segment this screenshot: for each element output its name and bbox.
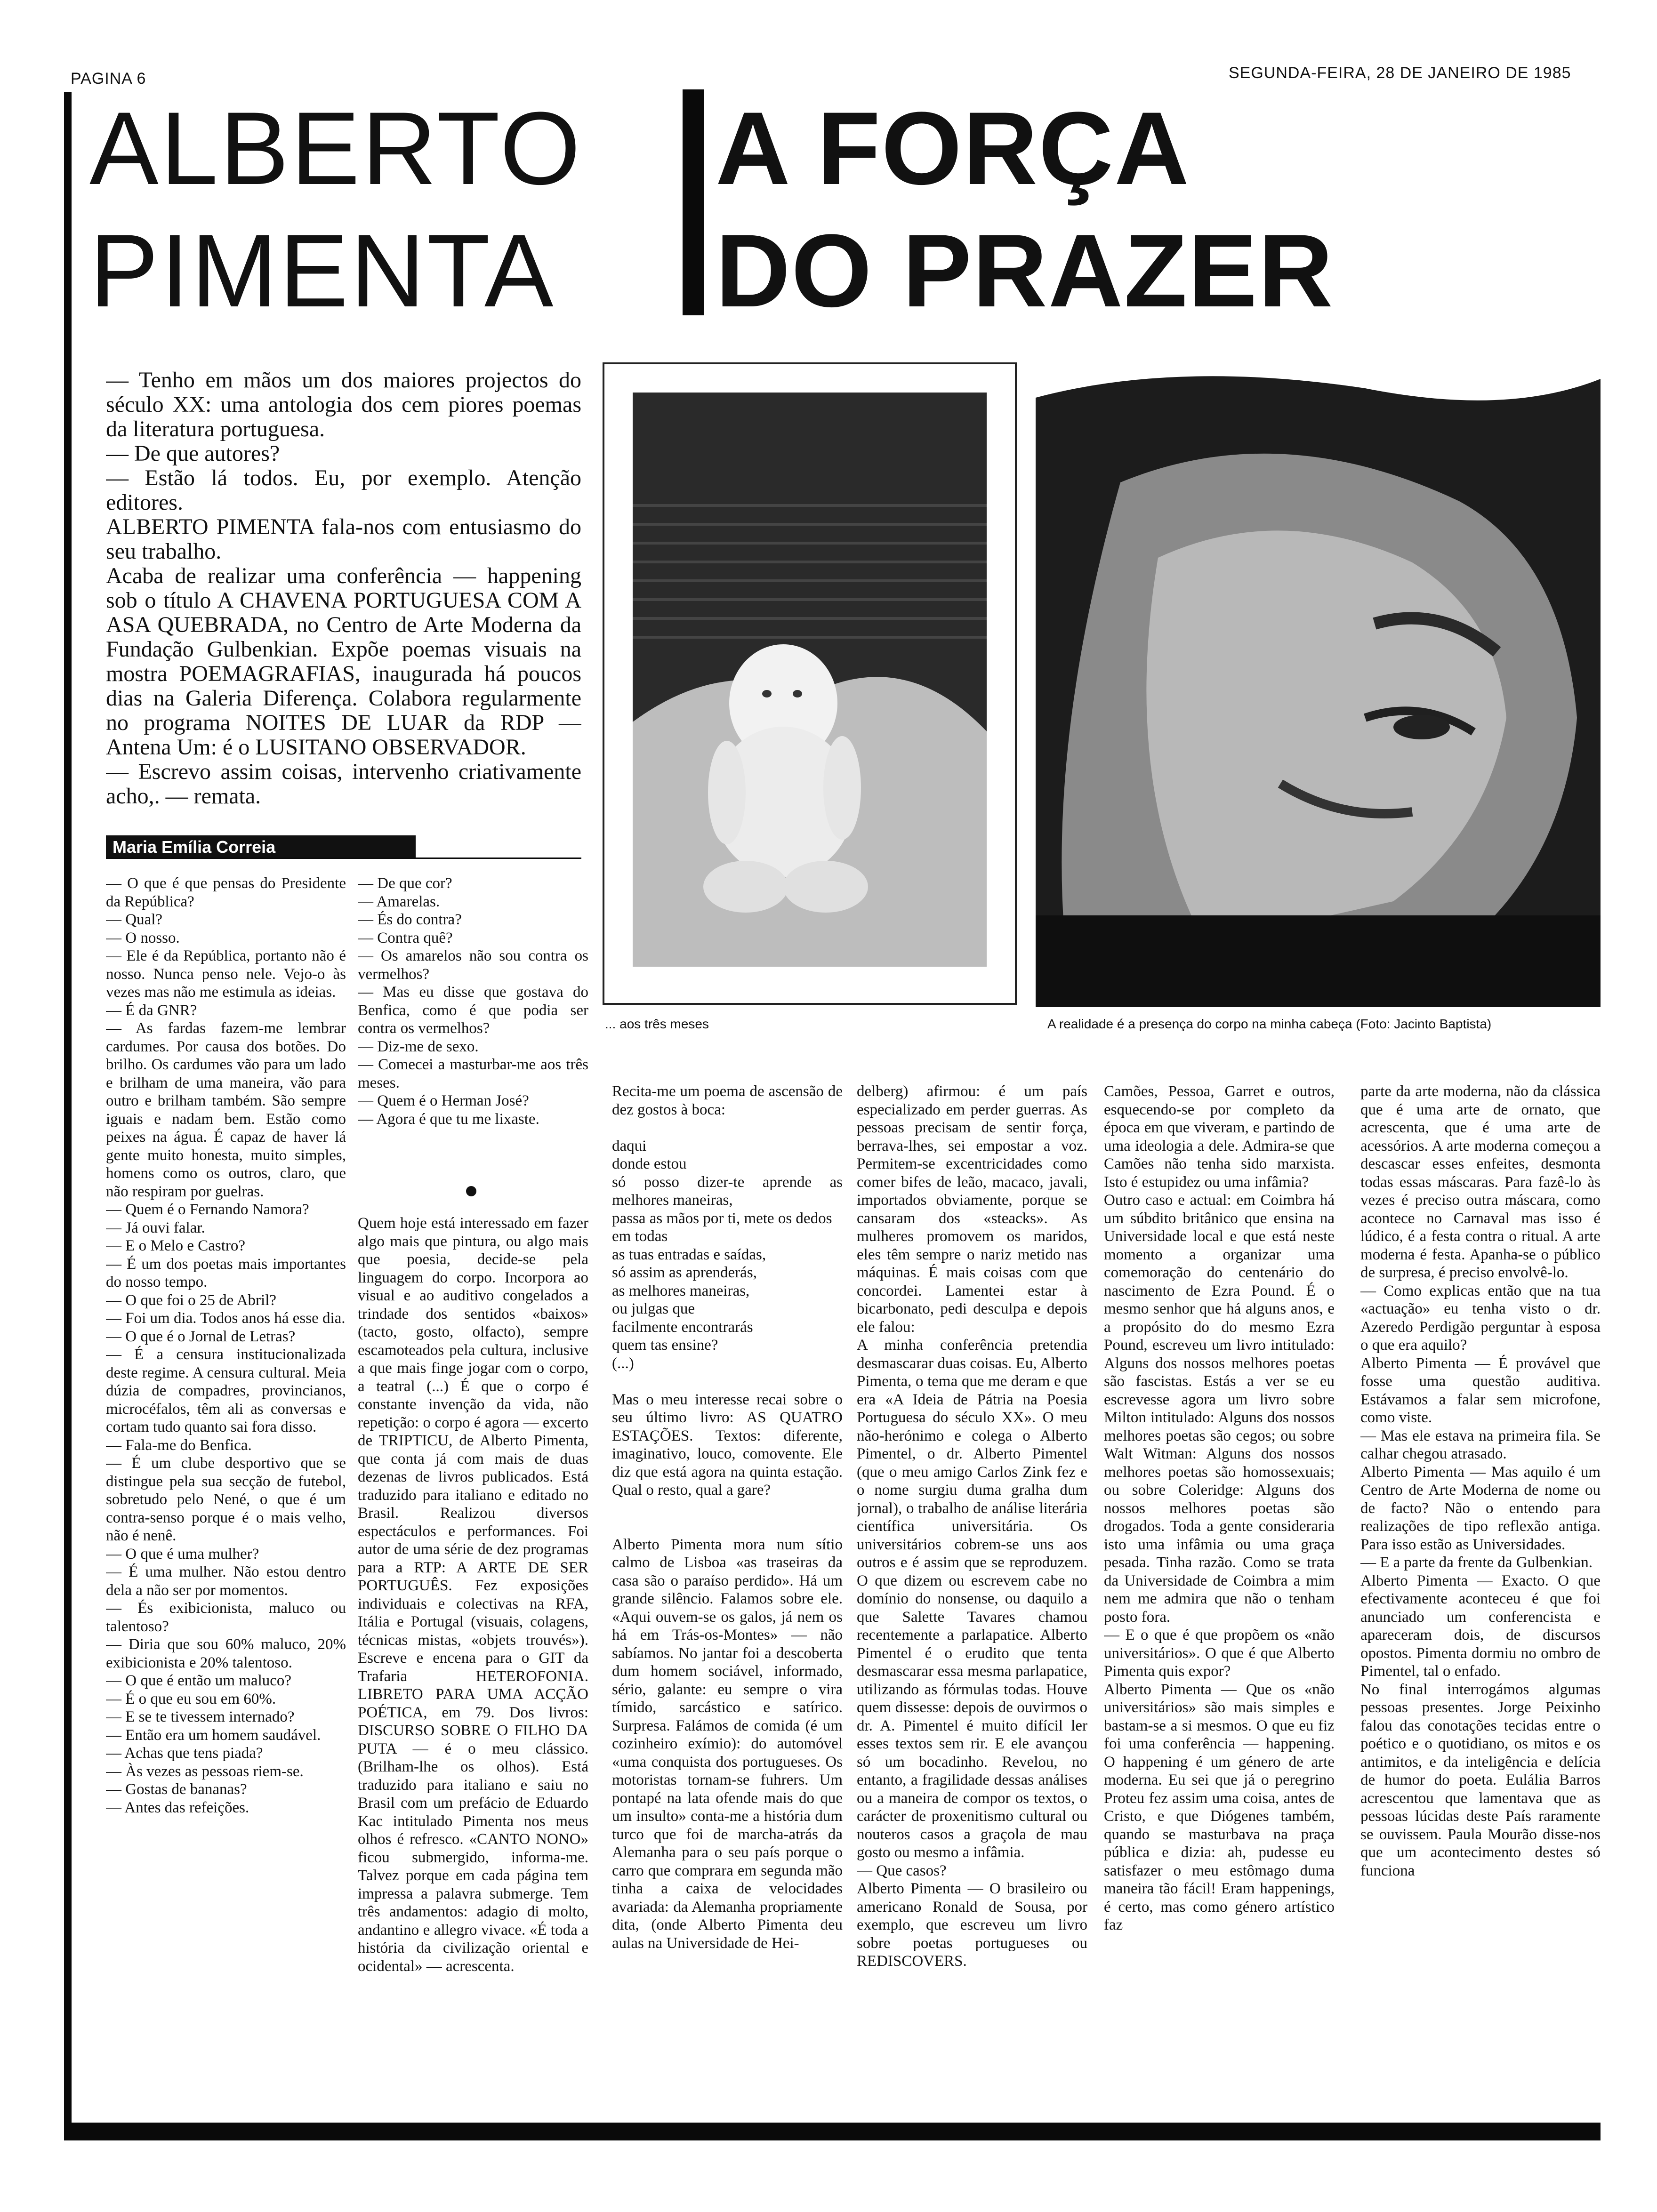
- portrait-photo: [1036, 360, 1601, 1007]
- bottom-rule: [64, 2123, 1601, 2140]
- photo-frame-baby: [603, 362, 1017, 1005]
- section-bullet: [466, 1186, 476, 1196]
- column-1: — O que é que pensas do Presidente da República? — Qual? — O nosso. — Ele é da República, portanto não é nosso. Nunca penso nele. Vejo-o às vezes mas não me estimula as ideias. — É da GNR? — As fardas fazem-me lembrar cardumes. Por causa dos botões. Do brilho. Os cardumes vão para um lado e brilham de uma maneira, vão para outro e brilham também. São sempre iguais e nadam bem. Estão como peixes na água. É capaz de haver lá gente muito honesta, muito simples, homens como os outros, claro, que não respiram por guelras. — Quem é o Fernando Namora? — Já ouvi falar. — E o Melo e Castro? — É um dos poetas mais importantes do nosso tempo. — O que foi o 25 de Abril? — Foi um dia. Todos anos há esse dia. — O que é o Jornal de Letras? — É a censura institucionalizada deste regime. A censura cultural. Meia dúzia de compadres, provincianos, microcéfalos, têm ali as conversas e cortam tudo quanto sai fora disso. — Fala-me do Benfica. — É um clube desportivo que se distingue pela sua secção de futebol, sobretudo pelo Nené, o que é um contra-senso porque é o mais velho, não é nenê. — O que é uma mulher? — É uma mulher. Não estou dentro dela a não ser por momentos. — És exibicionista, maluco ou talentoso? — Diria que sou 60% maluco, 20% exibicionista e 20% talentoso. — O que é então um maluco? — É o que eu sou em 60%. — E se te tivessem internado? — Então era um homem saudável. — Achas que tens piada? — Às vezes as pessoas riem-se. — Gostas de bananas? — Antes das refeições.: [106, 875, 346, 1816]
- column-6: parte da arte moderna, não da clássica que é uma arte de ornato, que acrescenta, que é uma arte de acessórios. A arte moderna começou a descascar esses enfeites, desmonta todas essas máscaras. Para fazê-lo às vezes é preciso outra máscara, como acontece no Carnaval mas isso é lúdico, é a festa contra o ritual. A arte moderna é festa. Apanha-se o público de surpresa, é preciso envolvê-lo. — Como explicas então que na tua «actuação» eu tenha visto o dr. Azeredo Perdigão perguntar à esposa o que era aquilo? Alberto Pimenta — É provável que fosse uma questão auditiva. Estávamos a falar sem microfone, como viste. — Mas ele estava na primeira fila. Se calhar chegou atrasado. Alberto Pimenta — Mas aquilo é um Centro de Arte Moderna de nome ou de facto? Não o entendo para realizações de tipo reflexão antiga. Para isso estão as Universidades. — E a parte da frente da Gulbenkian. Alberto Pimenta — Exacto. O que efectivamente aconteceu é que foi anunciado um conferencista e apareceram dois, de discursos opostos. Pimenta dormiu no ombro de Pimentel, tal o enfado. No final interrogámos algumas pessoas presentes. Jorge Peixinho falou das conotações tecidas entre o poético e o quotidiano, os mitos e os antimitos, e da inteligência e delícia de humor do poeta. Eulália Barros acrescentou que lamentava que as pessoas lúcidas deste País raramente se ouvissem. Paula Mourão disse-nos que um acontecimento destes só funciona: [1360, 1083, 1601, 1879]
- headline-left-line2: PIMENTA: [89, 213, 555, 329]
- baby-photo: [604, 364, 1015, 1003]
- byline-rule: [106, 858, 581, 859]
- lead-paragraph: — Tenho em mãos um dos maiores projectos do século XX: uma antologia dos cem piores poemas da literatura portuguesa.: [106, 368, 581, 441]
- column-4: delberg) afirmou: é um país especializado em perder guerras. As pessoas precisam de sentir força, berrava-lhes, sei empostar a voz. Permitem-se excentricidades como comer bifes de leão, macaco, javali, importados obviamente, porque se cansaram dos «steacks». As mulheres promovem os maridos, eles têm sempre o nariz metido nas máquinas. É mais coisas com que concordei. Lamentei estar à bicarbonato, pedi desculpa e depois ele falou: A minha conferência pretendia desmascarar duas coisas. Eu, Alberto Pimenta, o tema que me deram e que era «A Ideia de Pátria na Poesia Portuguesa do século XX». O meu não-herónimo e colega o Alberto Pimentel, o dr. Alberto Pimentel (que o meu amigo Carlos Zink fez e o nome surgiu duma gralha dum jornal), o trabalho de análise literária científica universitária. Os universitários cobrem-se uns aos outros e é assim que se reproduzem. O que dizem ou escrevem cabe no domínio do nonsense, ou daquilo a que Salette Tavares chamou recentemente a parlapatice. Alberto Pimentel é o erudito que tenta desmascarar essa mesma parlapatice, utilizando as fórmulas todas. Houve quem dissesse: depois de ouvirmos o dr. A. Pimentel é muito difícil ler esses textos sem rir. E ele avançou só um bocadinho. Revelou, no entanto, a fragilidade dessas análises ou a maneira de compor os textos, o carácter de proxenitismo cultural ou nouteros casos a graçola de mau gosto ou mesmo a infâmia. — Que casos? Alberto Pimenta — O brasileiro ou americano Ronald de Sousa, por exemplo, que escreveu um livro sobre poetas portugueses ou REDISCOVERS.: [857, 1083, 1087, 1970]
- lead-paragraph: — Escrevo assim coisas, intervenho criativamente acho,. — remata.: [106, 759, 581, 809]
- left-border-rule: [64, 92, 72, 2130]
- lead-paragraph: Acaba de realizar uma conferência — happening sob o título A CHAVENA PORTUGUESA COM A ASA QUEBRADA, no Centro de Arte Moderna da Fundação Gulbenkian. Expõe poemas visuais na mostra POEMAGRAFIAS, inaugurada há poucos dias na Galeria Diferença. Colabora regularmente no programa NOITES DE LUAR da RDP — Antena Um: é o LUSITANO OBSERVADOR.: [106, 563, 581, 760]
- lead-paragraph: — De que autores?: [106, 441, 280, 466]
- page-number: PAGINA 6: [71, 70, 146, 88]
- headline-divider: [683, 89, 704, 315]
- issue-date: SEGUNDA-FEIRA, 28 DE JANEIRO DE 1985: [1229, 64, 1571, 82]
- column-2-interview: — De que cor? — Amarelas. — És do contra? — Contra quê? — Os amarelos não sou contra os vermelhos? — Mas eu disse que gostava do Benfica, como é que podia ser contra os vermelhos? — Diz-me de sexo. — Comecei a masturbar-me aos três meses. — Quem é o Herman José? — Agora é que tu me lixaste.: [358, 875, 588, 1128]
- headline-right-line1: A FORÇA: [716, 90, 1190, 206]
- lead-paragraph: ALBERTO PIMENTA fala-nos com entusiasmo do seu trabalho.: [106, 514, 581, 564]
- caption-baby: ... aos três meses: [605, 1017, 709, 1031]
- column-3: Recita-me um poema de ascensão de dez gostos à boca: daqui donde estou só posso dizer-te aprende as melhores maneiras, passa as mãos por ti, mete os dedos em todas as tuas entradas e saídas, só assim as aprenderás, as melhores maneiras, ou julgas que facilmente encontrarás quem tas ensine? (...) Mas o meu interesse recai sobre o seu último livro: AS QUATRO ESTAÇÕES. Textos: diferente, imaginativo, louco, comovente. Ele diz que está agora na quinta estação. Qual o resto, qual a gare? Alberto Pimenta mora num sítio calmo de Lisboa «as traseiras da casa são o paraíso perdido». Há um grande silêncio. Falamos sobre ele. «Aqui ouvem-se os galos, já nem os há em Trás-os-Montes» — não sabíamos. No jantar foi a descoberta dum homem sociável, informado, sério, galante: eu sempre o vira tímido, sarcástico e satírico. Surpresa. Falámos de comida (é um cozinheiro exímio): do automóvel «uma conquista dos portugueses. Os motoristas tornam-se fuhrers. Um pontapé na lata ofende mais do que um insulto» conta-me a história dum turco que foi de marcha-atrás da Alemanha para o seu país porque o carro que comprara em segunda mão tinha a caixa de velocidades avariada: da Alemanha propriamente dita, (onde Alberto Pimenta deu aulas na Universidade de Hei-: [612, 1083, 843, 1952]
- headline-left-line1: ALBERTO: [89, 90, 583, 206]
- caption-face: A realidade é a presença do corpo na minha cabeça (Foto: Jacinto Baptista): [1047, 1017, 1492, 1031]
- byline: Maria Emília Correia: [106, 835, 416, 859]
- headline-right-line2: DO PRAZER: [716, 213, 1334, 329]
- column-2-profile: Quem hoje está interessado em fazer algo mais que pintura, ou algo mais que poesia, decide-se pela linguagem do corpo. Incorpora ao visual e ao auditivo congelados a trindade dos sentidos «baixos» (tacto, gosto, olfacto), sempre escamoteados pela cultura, inclusive a que mais finge jogar com o corpo, a teatral (...) É que o corpo é constante invenção da vida, não repetição: o corpo é agora — excerto de TRIPTICU, de Alberto Pimenta, que conta já com mais de duas dezenas de livros publicados. Está traduzido para italiano e editado no Brasil. Realizou diversos espectáculos e performances. Foi autor de uma série de dez programas para a RTP: A ARTE DE SER PORTUGUÊS. Fez exposições individuais e colectivas na RFA, Itália e Portugal (visuais, colagens, técnicas mistas, «objets trouvés»). Escreve e encena para o GIT da Trafaria HETEROFONIA. LIBRETO PARA UMA ACÇÃO POÉTICA, em 79. Dos livros: DISCURSO SOBRE O FILHO DA PUTA — é o meu clássico. (Brilham-lhe os olhos). Está traduzido para italiano e saiu no Brasil com um prefácio de Eduardo Kac intitulado Pimenta nos meus olhos é refresco. «CANTO NONO» ficou submergido, informa-me. Talvez porque em cada página tem impressa a palavra submerge. Tem três andamentos: adagio di molto, andantino e allegro vivace. «É toda a história da civilização oriental e ocidental» — acrescenta.: [358, 1215, 588, 1975]
- lead-intro: [106, 368, 581, 820]
- photo-frame-face: [1036, 360, 1601, 1007]
- column-5: Camões, Pessoa, Garret e outros, esquecendo-se por completo da época em que viveram, e partindo de uma ideologia a dele. Admira-se que Camões não tenha sido marxista. Isto é estupidez ou uma infâmia? Outro caso e actual: em Coimbra há um súbdito britânico que ensina na Universidade local e que está neste momento a organizar uma comemoração do centenário do nascimento de Ezra Pound. É o mesmo senhor que há alguns anos, e a propósito do do mesmo Ezra Pound, escreveu um livro intitulado: Alguns dos nossos melhores poetas são fascistas. Estás a ver se eu escrevesse agora um livro sobre Milton intitulado: Alguns dos nossos melhores poetas são cegos; ou sobre Walt Witman: Alguns dos nossos melhores poetas são homossexuais; ou sobre Coleridge: Alguns dos nossos melhores poetas são drogados. Toda a gente consideraria isto uma infâmia ou uma graça pesada. Tinha razão. Como se trata da Universidade de Coimbra a mim nem me admira que não o tenham posto fora. — E o que é que propõem os «não universitários». O que é que Alberto Pimenta quis expor? Alberto Pimenta — Que os «não universitários» são mais simples e bastam-se a si mesmos. O que eu fiz foi uma conferência — happening. O happening é um género de arte moderna. Eu sei que já o peregrino Proteu fez assim uma coisa, antes de Cristo, e que Diógenes também, quando se masturbava na praça pública e dizia: ah, pudesse eu satisfazer o meu estômago duma maneira tão fácil! Eram happenings, é certo, mas como género artístico faz: [1104, 1083, 1335, 1933]
- lead-paragraph: — Estão lá todos. Eu, por exemplo. Atenção editores.: [106, 465, 581, 515]
